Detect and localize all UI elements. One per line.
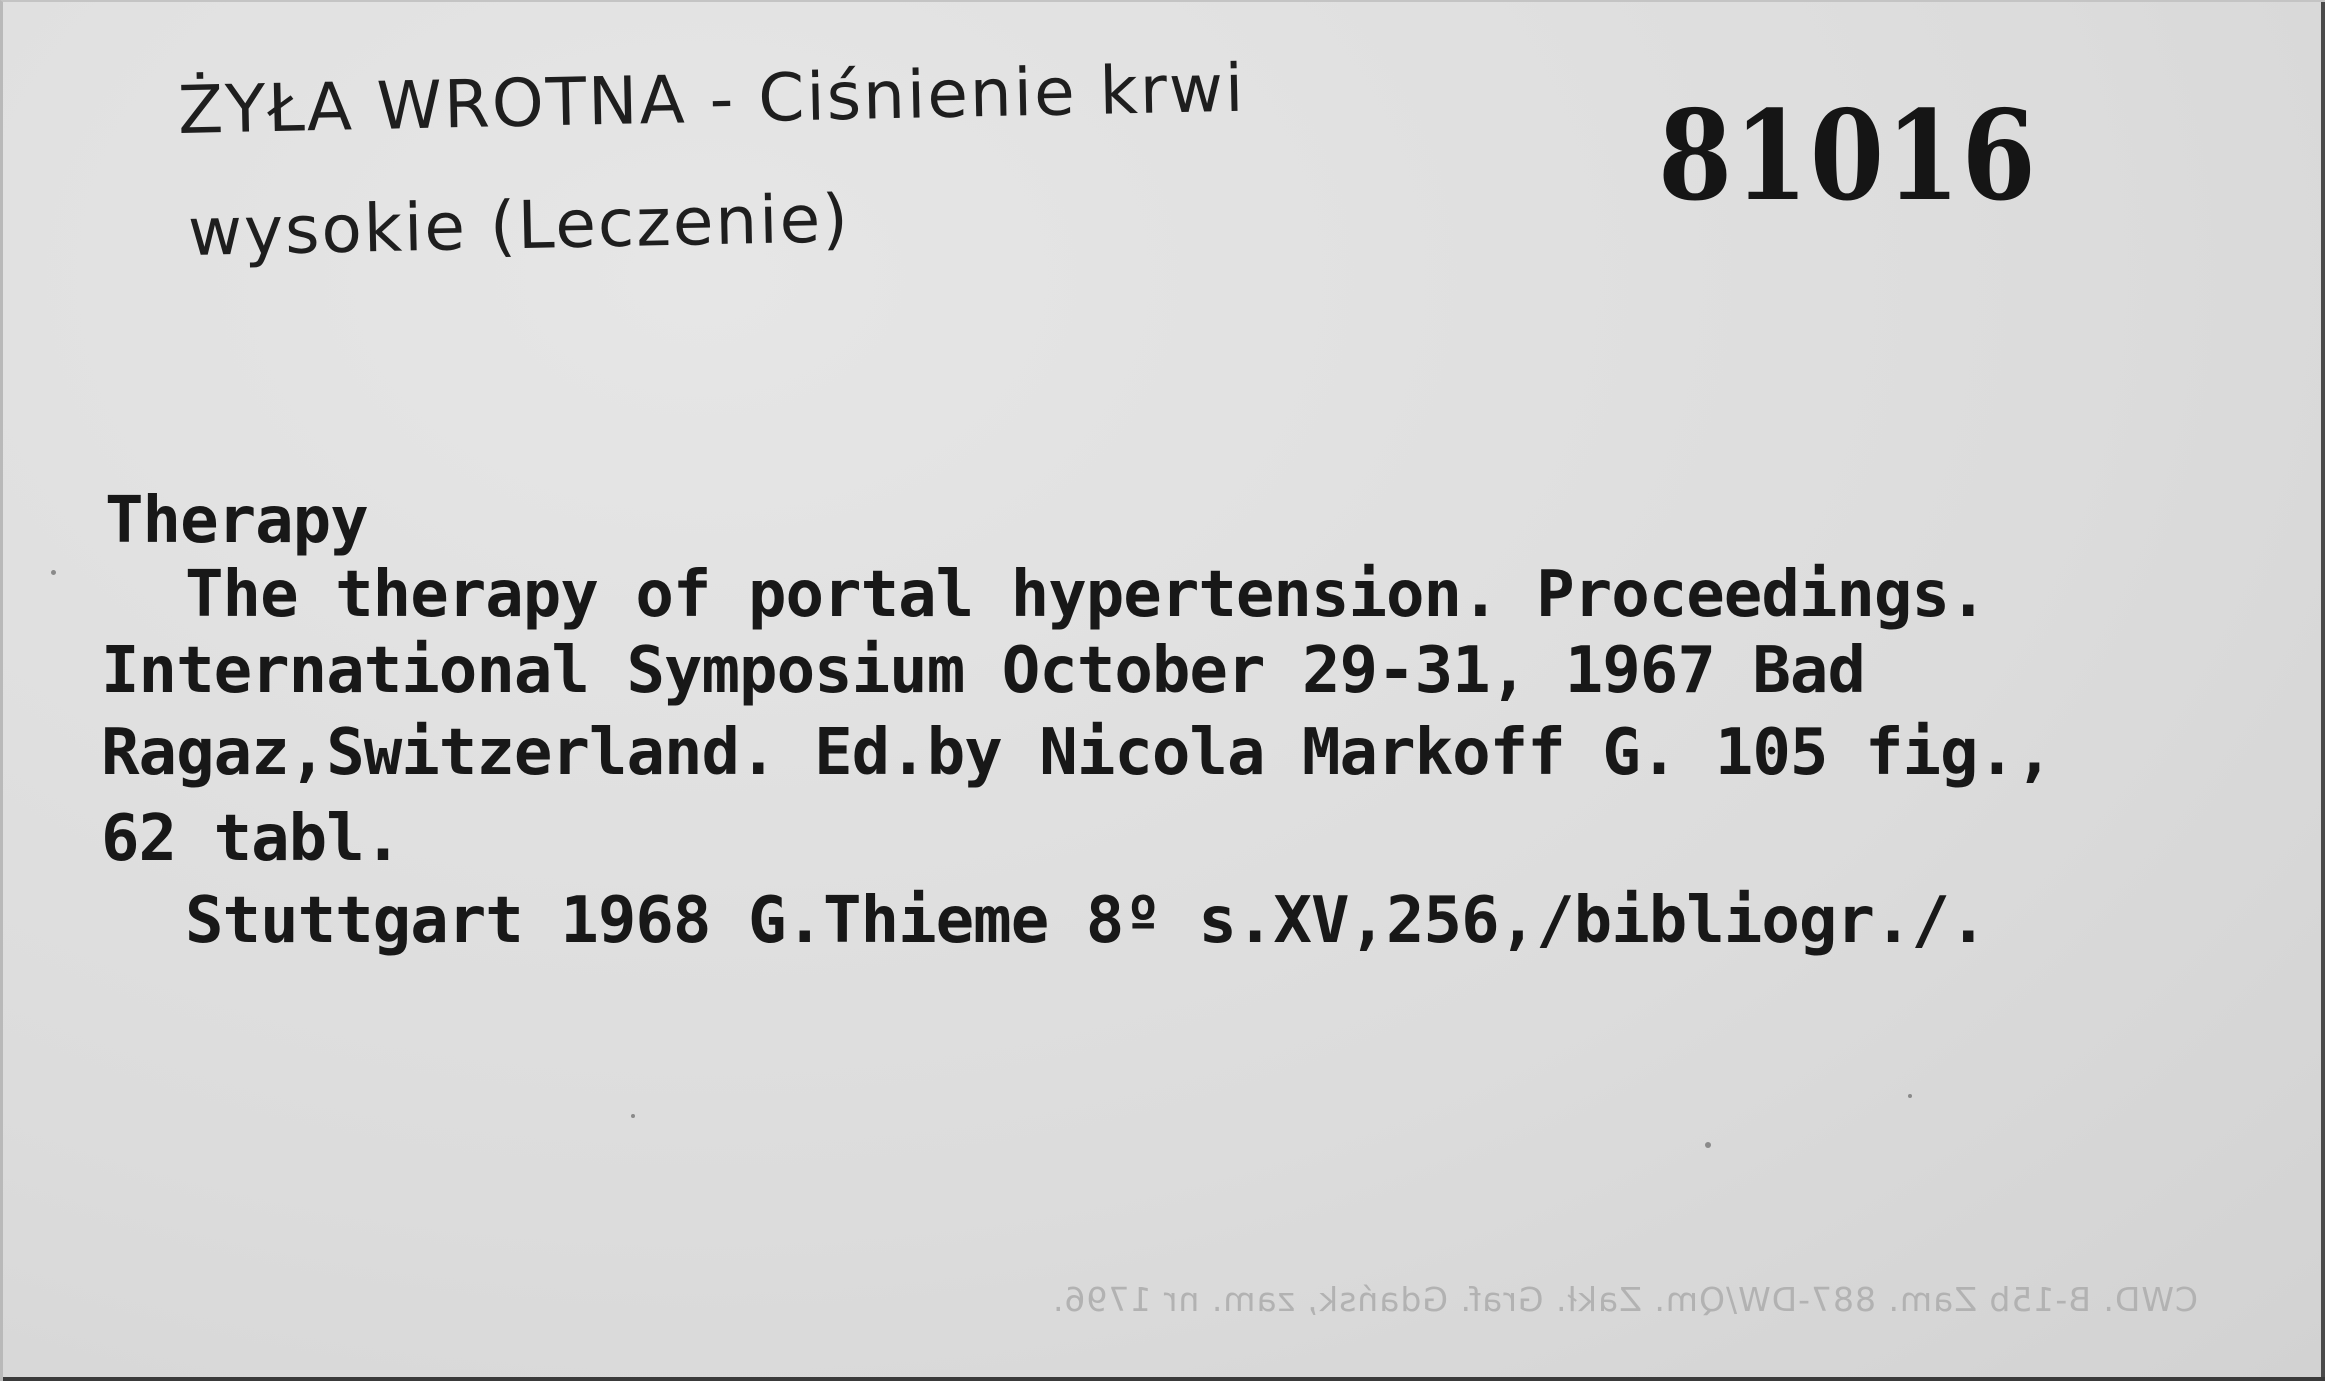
entry-symposium-line: International Symposium October 29-31, 1967 Bad <box>101 634 1865 708</box>
entry-imprint-line: Stuttgart 1968 G.Thieme 8º s.XV,256,/bibliogr./. <box>185 884 1987 958</box>
paper-speck <box>1705 1142 1711 1148</box>
paper-speck <box>1908 1094 1912 1098</box>
paper-speck <box>631 1114 635 1118</box>
catalog-number: 81016 <box>1658 84 2038 229</box>
card-edge-bottom <box>3 1377 2325 1381</box>
printer-footer: CWD. B-15b Zam. 887-DW/Qm. Zakł. Graf. Gdańsk, zam. nr 1796. <box>1051 1280 2198 1319</box>
subject-heading-line-1: ŻYŁA WROTNA - Ciśnienie krwi <box>177 49 1247 149</box>
entry-subject: Therapy <box>105 484 368 558</box>
paper-speck <box>51 570 56 575</box>
entry-tables-line: 62 tabl. <box>101 802 402 876</box>
card-edge-right <box>2321 2 2325 1381</box>
entry-title-line: The therapy of portal hypertension. Proceedings. <box>185 558 1987 632</box>
subject-heading-line-2: wysokie (Leczenie) <box>187 180 851 271</box>
entry-editor-line: Ragaz,Switzerland. Ed.by Nicola Markoff G. 105 fig., <box>101 716 2053 790</box>
